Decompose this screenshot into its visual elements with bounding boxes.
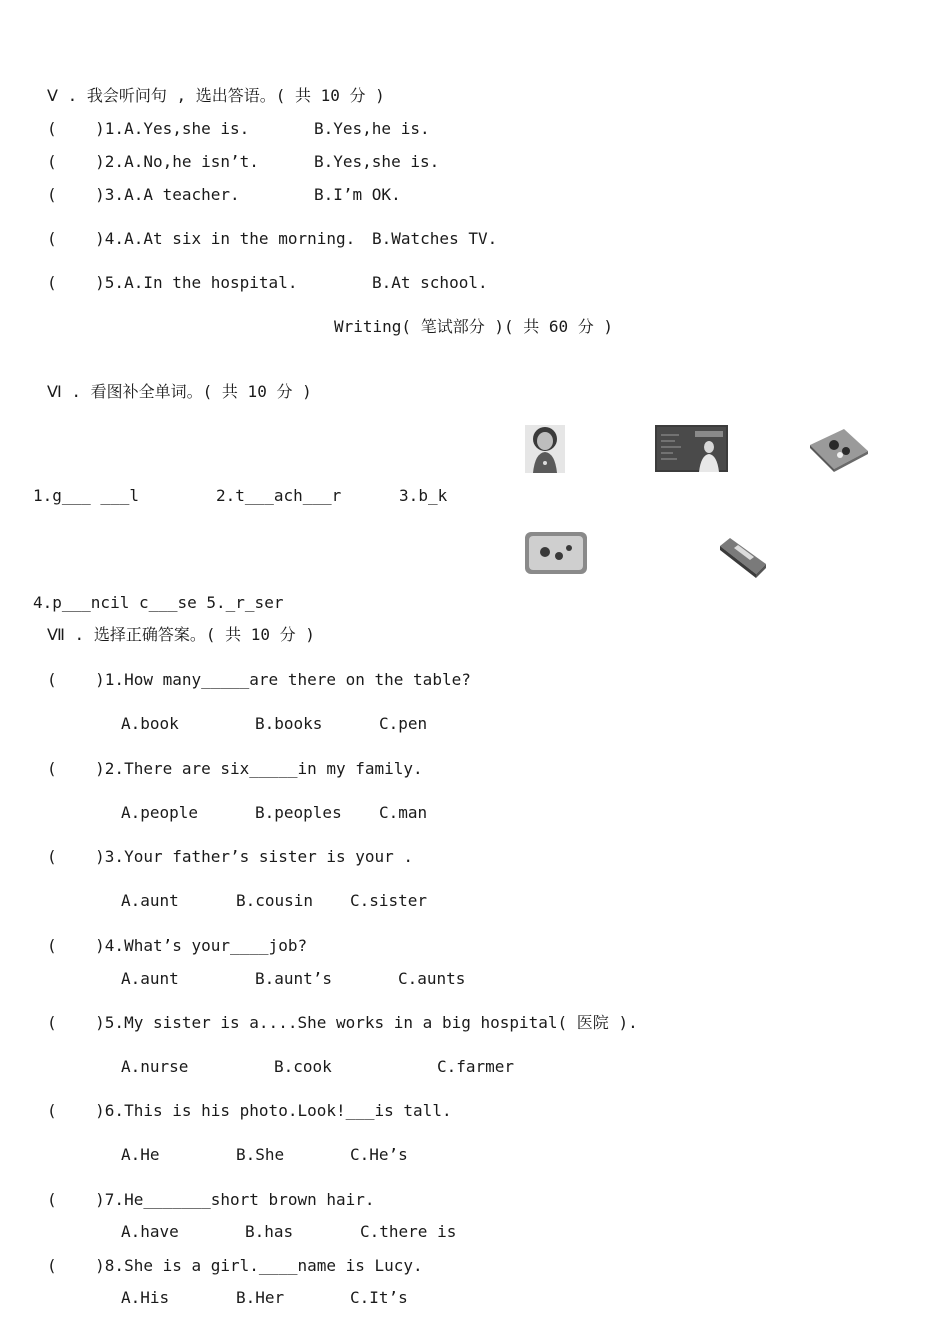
listening-option-5b: B.At school. bbox=[372, 273, 488, 292]
listening-option-2b: B.Yes,she is. bbox=[314, 152, 440, 171]
listening-question-5: ( )5.A.In the hospital. bbox=[47, 273, 298, 292]
book-photo bbox=[806, 425, 870, 473]
mc-question-2: ( )2.There are six_____in my family. bbox=[47, 759, 423, 778]
teacher-photo bbox=[655, 425, 728, 472]
mc-q8-option-a: A.His bbox=[121, 1288, 170, 1307]
mc-question-4: ( )4.What’s your____job? bbox=[47, 936, 308, 955]
mc-q2-option-a: A.people bbox=[121, 803, 199, 822]
listening-question-3: ( )3.A.A teacher. bbox=[47, 185, 240, 204]
listening-option-1b: B.Yes,he is. bbox=[314, 119, 430, 138]
mc-q3-option-b: B.cousin bbox=[236, 891, 314, 910]
word-puzzle-row-2: 4.p___ncil c___se 5._r_ser bbox=[33, 593, 284, 612]
listening-question-2: ( )2.A.No,he isn’t. bbox=[47, 152, 259, 171]
mc-question-1: ( )1.How many_____are there on the table? bbox=[47, 670, 471, 689]
mc-question-3: ( )3.Your father’s sister is your . bbox=[47, 847, 414, 866]
mc-q2-option-c: C.man bbox=[379, 803, 428, 822]
mc-q5-option-a: A.nurse bbox=[121, 1057, 189, 1076]
word-puzzle-row-1: 1.g___ ___l 2.t___ach___r 3.b_k bbox=[33, 486, 448, 505]
mc-q4-option-c: C.aunts bbox=[398, 969, 466, 988]
mc-question-6: ( )6.This is his photo.Look!___is tall. bbox=[47, 1101, 452, 1120]
mc-q2-option-b: B.peoples bbox=[255, 803, 342, 822]
mc-question-5: ( )5.My sister is a....She works in a big hospital( 医院 ). bbox=[47, 1013, 638, 1032]
mc-question-7: ( )7.He_______short brown hair. bbox=[47, 1190, 375, 1209]
listening-option-4b: B.Watches TV. bbox=[372, 229, 498, 248]
mc-q6-option-b: B.She bbox=[236, 1145, 285, 1164]
section-5-heading: Ⅴ . 我会听问句 , 选出答语。( 共 10 分 ) bbox=[47, 86, 385, 105]
mc-q4-option-b: B.aunt’s bbox=[255, 969, 333, 988]
mc-q7-option-a: A.have bbox=[121, 1222, 179, 1241]
mc-q5-option-b: B.cook bbox=[274, 1057, 332, 1076]
mc-q7-option-b: B.has bbox=[245, 1222, 294, 1241]
section-6-heading: Ⅵ . 看图补全单词。( 共 10 分 ) bbox=[47, 382, 312, 401]
mc-q6-option-a: A.He bbox=[121, 1145, 160, 1164]
mc-q1-option-a: A.book bbox=[121, 714, 179, 733]
listening-question-4: ( )4.A.At six in the morning. bbox=[47, 229, 356, 248]
mc-question-8: ( )8.She is a girl.____name is Lucy. bbox=[47, 1256, 423, 1275]
pencil-case-photo bbox=[523, 528, 589, 578]
girl-photo bbox=[525, 425, 565, 473]
mc-q7-option-c: C.there is bbox=[360, 1222, 457, 1241]
mc-q3-option-a: A.aunt bbox=[121, 891, 179, 910]
mc-q6-option-c: C.He’s bbox=[350, 1145, 408, 1164]
listening-question-1: ( )1.A.Yes,she is. bbox=[47, 119, 250, 138]
mc-q1-option-b: B.books bbox=[255, 714, 323, 733]
mc-q4-option-a: A.aunt bbox=[121, 969, 179, 988]
mc-q5-option-c: C.farmer bbox=[437, 1057, 515, 1076]
eraser-photo bbox=[718, 534, 768, 580]
listening-option-3b: B.I’m OK. bbox=[314, 185, 401, 204]
mc-q3-option-c: C.sister bbox=[350, 891, 428, 910]
mc-q8-option-c: C.It’s bbox=[350, 1288, 408, 1307]
mc-q1-option-c: C.pen bbox=[379, 714, 428, 733]
writing-part-title: Writing( 笔试部分 )( 共 60 分 ) bbox=[334, 317, 614, 336]
mc-q8-option-b: B.Her bbox=[236, 1288, 285, 1307]
section-7-heading: Ⅶ . 选择正确答案。( 共 10 分 ) bbox=[47, 625, 315, 644]
